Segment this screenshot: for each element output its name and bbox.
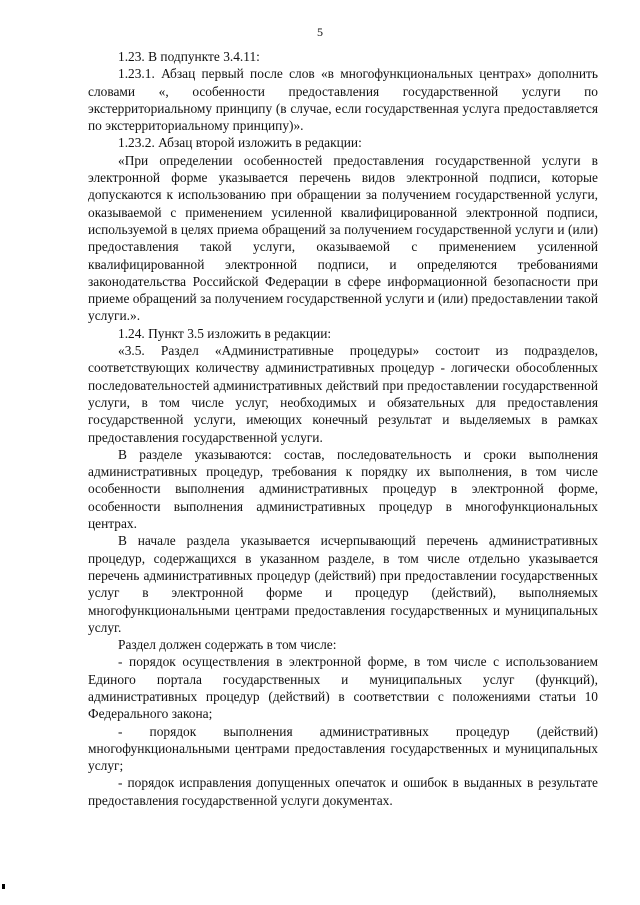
list-item-mfc-procedures: - порядок выполнения административных процедур (действий) многофункциональными центрами предоставления государственных и муниципальных услуг; [88, 723, 598, 774]
paragraph-section-must-contain: Раздел должен содержать в том числе: [118, 637, 337, 653]
document-body [88, 48, 598, 809]
paragraph-1-23: 1.23. В подпункте 3.4.11: [118, 49, 260, 64]
paragraph-3-5: «3.5. Раздел «Административные процедуры» состоит из подразделов, соответствующих количеству административных процедур - логически обособленных последовательностей административных действий при предоставлении государственной услуги, в том числе услуг, необходимых и обязательных для предоставления государственной услуги, имеющих конечный результат и выделяемых в рамках предоставления государственной услуги. [88, 343, 598, 445]
paragraph-quote-electronic-signature: «При определении особенностей предоставления государственной услуги в электронной форме указывается перечень видов электронной подписи, которые допускаются к использованию при обращении за получением государственной услуги, оказываемой с применением усиленной квалифицированной электронной подписи, используемой в целях приема обращений за получением государственной услуги и (или) предоставления такой услуги, оказываемой с применением усиленной квалифицированной электронной подписи, и определяются требованиями законодательства Российской Федерации в сфере информационной безопасности при приеме обращений за получением государственной услуги и (или) предоставлении такой услуги.». [88, 152, 598, 324]
page-number: 5 [317, 25, 323, 39]
paragraph-1-23-2: 1.23.2. Абзац второй изложить в редакции: [118, 135, 362, 151]
paragraph-procedures-list: В начале раздела указывается исчерпывающий перечень административных процедур, содержащихся в указанном разделе, в том числе отдельно указывается перечень административных процедур (действий) при предоставлении государственных услуг в электронной форме и процедур (действий), выполняемых многофункциональными центрами предоставления государственных и муниципальных услуг. [88, 533, 598, 635]
scan-artifact [2, 884, 5, 889]
list-item-error-correction: - порядок исправления допущенных опечаток и ошибок в выданных в результате предоставления государственной услуги документах. [88, 775, 598, 808]
list-item-electronic-form: - порядок осуществления в электронной форме, в том числе с использованием Единого портала государственных и муниципальных услуг (функций), административных процедур (действий) в соответствии с положениями статьи 10 Федерального закона; [88, 654, 598, 722]
paragraph-section-contents: В разделе указываются: состав, последовательность и сроки выполнения административных процедур, требования к порядку их выполнения, в том числе особенности выполнения административных процедур в электронной форме, особенности выполнения административных процедур в многофункциональных центрах. [88, 446, 598, 532]
paragraph-1-23-1: 1.23.1. Абзац первый после слов «в многофункциональных центрах» дополнить словами «, особенности предоставления государственной услуги по экстерриториальному принципу (в случае, если государственная услуга предоставляется по экстерриториальному принципу)». [88, 66, 598, 134]
paragraph-1-24: 1.24. Пункт 3.5 изложить в редакции: [118, 325, 332, 341]
